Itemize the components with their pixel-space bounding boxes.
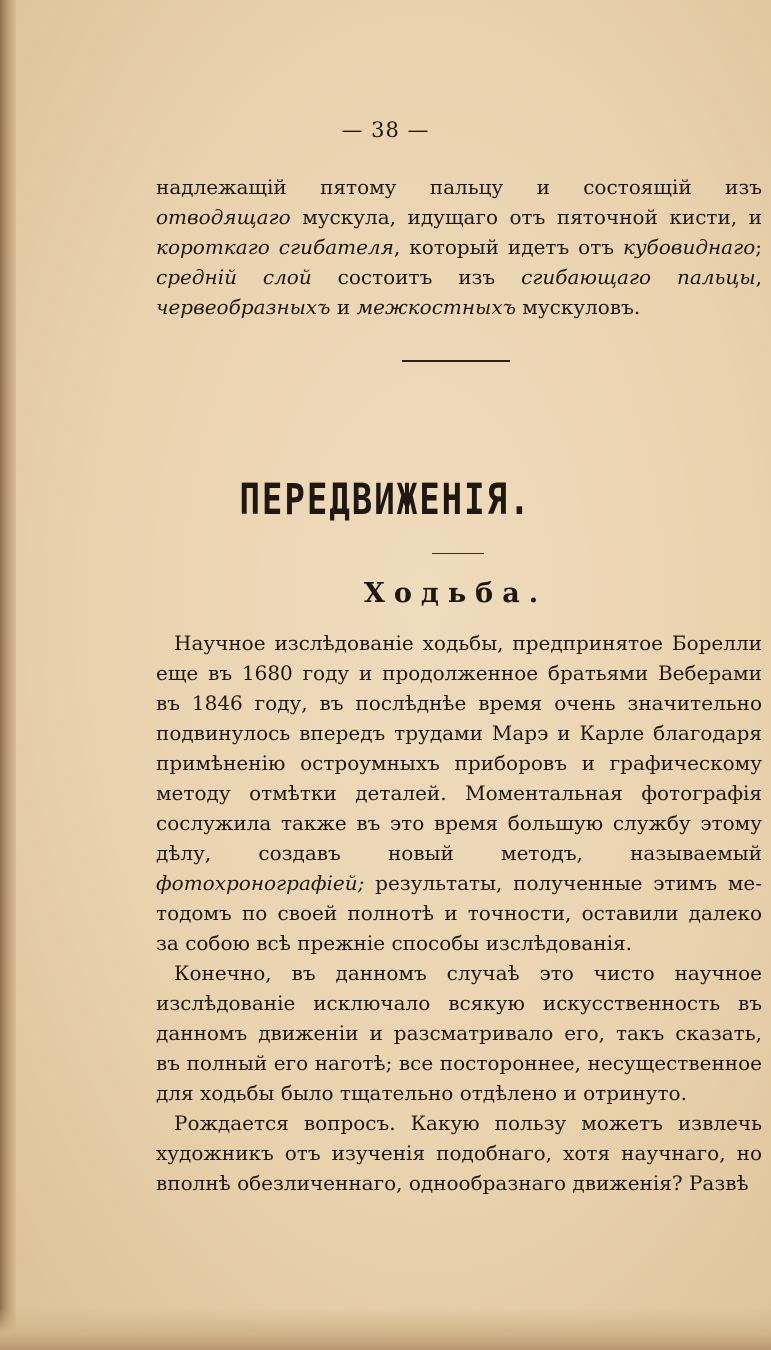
text-run: , [755, 265, 763, 289]
continuation-paragraph [156, 172, 762, 322]
page-bottom-edge [0, 1308, 771, 1350]
text-run: состоитъ изъ [311, 265, 522, 289]
italic-term: фотохронографіей; [156, 871, 365, 895]
text-run: мускуловъ. [515, 295, 641, 319]
italic-term: червеобразныхъ [156, 295, 331, 319]
italic-term: средній слой [156, 265, 312, 289]
italic-term: отводящаго [156, 205, 291, 229]
page-number: — 38 — [341, 118, 430, 142]
paragraph-3 [156, 1108, 762, 1198]
subsection-title: Ходьба. [363, 578, 548, 609]
body-text [156, 628, 762, 1198]
continuation-text [156, 172, 762, 322]
italic-term: короткаго сгибателя [156, 235, 394, 259]
text-run: надлежащій пятому пальцу и состоящій изъ [156, 175, 762, 199]
text-run: ; [755, 235, 763, 259]
title-divider [432, 553, 484, 554]
text-run: , который идетъ отъ [393, 235, 624, 259]
text-run: Конечно, въ данномъ случаѣ это чисто научное изслѣдованіе исключало всякую искусственность въ данномъ движеніи и разсматривало его, такъ сказать, въ полный его наготѣ; все постороннее, несущественное для ходьбы было тщательно отдѣлено и отринуто. [156, 961, 762, 1105]
paragraph-2 [156, 958, 762, 1108]
italic-term: сгибающаго пальцы [521, 265, 756, 289]
text-run: результаты, полученные этимъ методомъ по своей полнотѣ и точности, оставили далеко за собою всѣ прежніе способы изслѣдованія. [156, 871, 762, 955]
text-run: и [330, 295, 357, 319]
text-run: Научное изслѣдованіе ходьбы, предпринятое Борелли еще въ 1680 году и продолженное братьями Веберами въ 1846 году, въ послѣднѣе время очень значительно подвинулось впередъ трудами Марэ и Карле благодаря примѣненію остроумныхъ приборовъ и графическому методу отмѣтки деталей. Моментальная фотографія сослужила также въ это время большую службу этому дѣлу, создавъ новый методъ, называемый [156, 631, 762, 865]
italic-term: кубовиднаго [623, 235, 756, 259]
section-divider [402, 360, 510, 362]
italic-term: межкостныхъ [356, 295, 516, 319]
paragraph-1 [156, 628, 762, 958]
page-left-edge [0, 0, 16, 1350]
section-title: ПЕРЕДВИЖЕНІЯ. [239, 475, 532, 525]
text-run: мускула, идущаго отъ пяточной кисти, и [290, 205, 762, 229]
text-run: Рождается вопросъ. Какую пользу можетъ извлечь художникъ отъ изученія подобнаго, хотя научнаго, но вполнѣ обезличеннаго, однообразнаго движенія? Развѣ [156, 1111, 762, 1195]
